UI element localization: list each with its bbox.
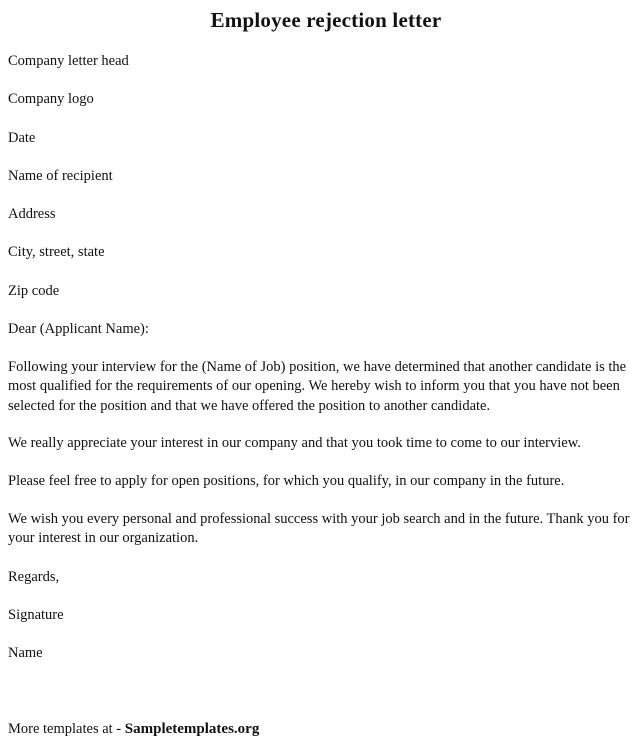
footer-site-link[interactable]: Sampletemplates.org (124, 721, 260, 737)
body-paragraph-2: We really appreciate your interest in our company and that you took time to come to our interview. (8, 435, 581, 451)
footer (8, 720, 259, 739)
date-line: Date (8, 130, 36, 146)
regards-line: Regards, (8, 569, 60, 585)
recipient-name-line: Name of recipient (8, 168, 113, 184)
zip-code-line: Zip code (8, 283, 60, 299)
letterhead-line: Company letter head (8, 53, 129, 69)
footer-prefix: More templates at - (8, 721, 125, 737)
city-street-state-line: City, street, state (8, 244, 105, 260)
body-paragraph-1: Following your interview for the (Name of Job) position, we have determined that another candidate is the most qualified for the requirements of our opening. We hereby wish to inform you that you have not been selected for the position and that we have offered the position to another candidate. (8, 359, 627, 414)
name-line: Name (8, 645, 43, 661)
page-title: Employee rejection letter (210, 8, 442, 32)
body-paragraph-3: Please feel free to apply for open positions, for which you qualify, in our company in the future. (8, 473, 565, 489)
body-paragraph-4: We wish you every personal and professional success with your job search and in the future. Thank you for your interest in our organization. (8, 511, 630, 547)
address-line: Address (8, 206, 56, 222)
salutation: Dear (Applicant Name): (8, 321, 149, 337)
logo-line: Company logo (8, 91, 94, 107)
signature-line: Signature (8, 607, 64, 623)
